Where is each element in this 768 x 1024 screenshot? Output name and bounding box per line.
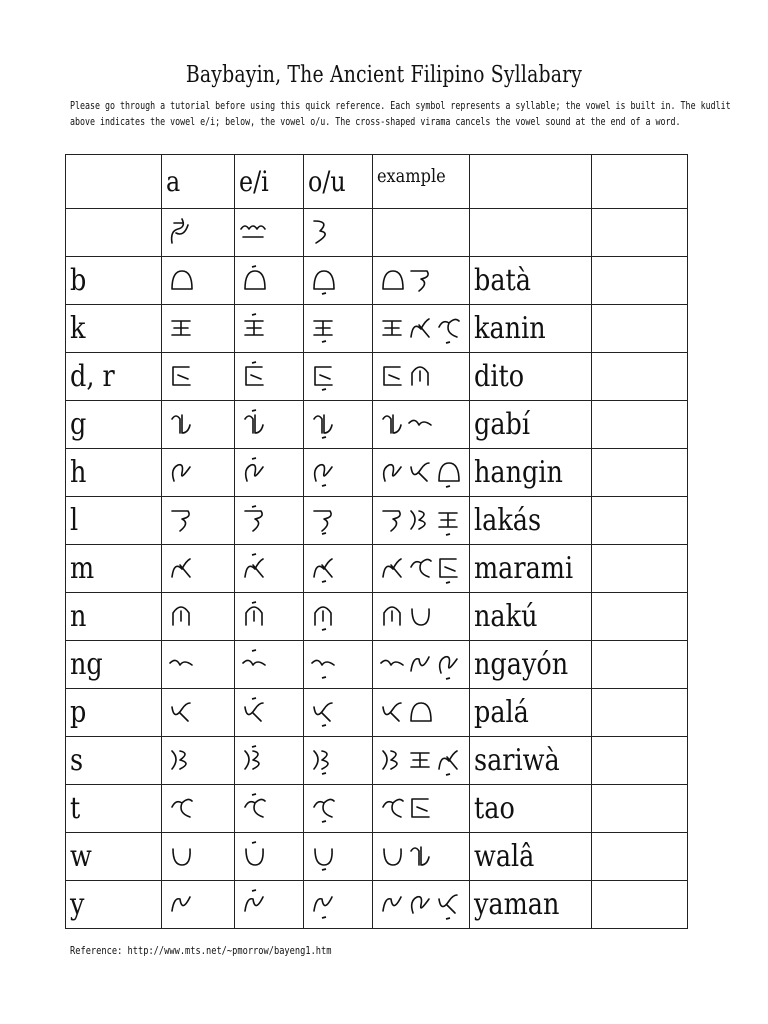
syllable-ei-symbol: [235, 593, 304, 641]
vowel-row-blank: [591, 209, 687, 257]
syllable-a-symbol: [162, 593, 235, 641]
consonant-label: d, r: [66, 353, 162, 401]
header-row: [66, 155, 688, 209]
example-baybayin: [373, 305, 470, 353]
syllable-a-symbol: [162, 401, 235, 449]
example-baybayin: [373, 641, 470, 689]
syllable-row: [66, 449, 688, 497]
syllable-a-symbol: [162, 881, 235, 929]
consonant-label: t: [66, 785, 162, 833]
syllable-a-symbol: [162, 641, 235, 689]
syllable-a-symbol: [162, 785, 235, 833]
example-baybayin: [373, 353, 470, 401]
syllable-row: [66, 593, 688, 641]
blank-cell: [591, 785, 687, 833]
syllable-ei-symbol: [235, 305, 304, 353]
vowel-ei-symbol: [235, 209, 304, 257]
syllable-ei-symbol: [235, 689, 304, 737]
intro-line: Please go through a tutorial before using this quick reference. Each symbol represents a syllable; the vowel is built in. The kudlit: [70, 100, 731, 112]
syllable-ei-symbol: [235, 497, 304, 545]
syllable-ei-symbol: [235, 401, 304, 449]
syllable-row: [66, 401, 688, 449]
syllable-row: [66, 641, 688, 689]
syllable-row: [66, 353, 688, 401]
header-vowel-ei: e/i: [235, 155, 304, 209]
syllable-ei-symbol: [235, 833, 304, 881]
syllable-a-symbol: [162, 737, 235, 785]
example-word: tao: [470, 785, 592, 833]
syllable-ou-symbol: [304, 353, 373, 401]
syllable-ei-symbol: [235, 881, 304, 929]
syllable-ei-symbol: [235, 545, 304, 593]
vowel-ou-symbol: [304, 209, 373, 257]
syllable-ei-symbol: [235, 257, 304, 305]
syllable-a-symbol: [162, 449, 235, 497]
consonant-label: m: [66, 545, 162, 593]
syllable-ou-symbol: [304, 641, 373, 689]
consonant-label: g: [66, 401, 162, 449]
page-title: Baybayin, The Ancient Filipino Syllabary: [185, 62, 583, 88]
syllabary-table: [65, 154, 688, 929]
header-vowel-ou: o/u: [304, 155, 373, 209]
syllable-row: [66, 545, 688, 593]
header-blank-cell: [470, 155, 592, 209]
blank-cell: [591, 401, 687, 449]
example-word: yaman: [470, 881, 592, 929]
syllable-a-symbol: [162, 833, 235, 881]
syllable-ou-symbol: [304, 401, 373, 449]
consonant-label: ng: [66, 641, 162, 689]
consonant-label: h: [66, 449, 162, 497]
example-word: palá: [470, 689, 592, 737]
example-word: walâ: [470, 833, 592, 881]
example-word: gabí: [470, 401, 592, 449]
syllable-ou-symbol: [304, 737, 373, 785]
blank-cell: [591, 449, 687, 497]
example-baybayin: [373, 833, 470, 881]
syllable-ou-symbol: [304, 449, 373, 497]
syllable-ei-symbol: [235, 353, 304, 401]
intro-line: above indicates the vowel e/i; below, the vowel o/u. The cross-shaped virama cancels the vowel sound at the end of a word.: [70, 116, 681, 128]
blank-cell: [591, 689, 687, 737]
syllable-a-symbol: [162, 305, 235, 353]
header-vowel-a: a: [162, 155, 235, 209]
syllable-row: [66, 497, 688, 545]
example-word: marami: [470, 545, 592, 593]
syllable-ei-symbol: [235, 737, 304, 785]
blank-cell: [591, 593, 687, 641]
consonant-label: l: [66, 497, 162, 545]
vowel-row: [66, 209, 688, 257]
example-baybayin: [373, 401, 470, 449]
blank-cell: [591, 305, 687, 353]
consonant-label: s: [66, 737, 162, 785]
example-baybayin: [373, 449, 470, 497]
example-baybayin: [373, 257, 470, 305]
example-baybayin: [373, 593, 470, 641]
syllable-ou-symbol: [304, 593, 373, 641]
syllable-ei-symbol: [235, 449, 304, 497]
consonant-label: w: [66, 833, 162, 881]
syllable-a-symbol: [162, 353, 235, 401]
blank-cell: [591, 497, 687, 545]
example-word: nakú: [470, 593, 592, 641]
example-word: ngayón: [470, 641, 592, 689]
example-baybayin: [373, 689, 470, 737]
example-word: sariwà: [470, 737, 592, 785]
example-baybayin: [373, 545, 470, 593]
blank-cell: [591, 881, 687, 929]
syllable-ou-symbol: [304, 785, 373, 833]
syllable-row: [66, 785, 688, 833]
example-baybayin: [373, 881, 470, 929]
syllable-ou-symbol: [304, 545, 373, 593]
header-blank-cell: [66, 155, 162, 209]
example-word: dito: [470, 353, 592, 401]
syllable-ou-symbol: [304, 497, 373, 545]
syllable-ou-symbol: [304, 689, 373, 737]
syllable-a-symbol: [162, 497, 235, 545]
example-word: lakás: [470, 497, 592, 545]
syllable-ei-symbol: [235, 785, 304, 833]
consonant-label: b: [66, 257, 162, 305]
example-baybayin: [373, 785, 470, 833]
syllable-row: [66, 881, 688, 929]
vowel-row-blank: [373, 209, 470, 257]
example-word: hangin: [470, 449, 592, 497]
example-baybayin: [373, 497, 470, 545]
blank-cell: [591, 257, 687, 305]
example-word: kanin: [470, 305, 592, 353]
syllable-row: [66, 257, 688, 305]
syllable-ou-symbol: [304, 881, 373, 929]
example-baybayin: [373, 737, 470, 785]
syllable-ei-symbol: [235, 641, 304, 689]
syllable-ou-symbol: [304, 305, 373, 353]
consonant-label: k: [66, 305, 162, 353]
vowel-row-blank: [470, 209, 592, 257]
consonant-label: n: [66, 593, 162, 641]
syllable-a-symbol: [162, 689, 235, 737]
syllable-ou-symbol: [304, 833, 373, 881]
header-example: example: [373, 155, 470, 209]
consonant-label: y: [66, 881, 162, 929]
blank-cell: [591, 353, 687, 401]
syllable-a-symbol: [162, 257, 235, 305]
vowel-row-blank: [66, 209, 162, 257]
vowel-a-symbol: [162, 209, 235, 257]
syllable-row: [66, 737, 688, 785]
reference-footer: Reference: http://www.mts.net/~pmorrow/bayeng1.htm: [70, 945, 332, 957]
blank-cell: [591, 737, 687, 785]
syllable-a-symbol: [162, 545, 235, 593]
blank-cell: [591, 545, 687, 593]
intro-paragraph: [70, 98, 731, 130]
blank-cell: [591, 641, 687, 689]
syllable-row: [66, 833, 688, 881]
syllable-ou-symbol: [304, 257, 373, 305]
syllable-row: [66, 305, 688, 353]
example-word: batà: [470, 257, 592, 305]
syllable-row: [66, 689, 688, 737]
consonant-label: p: [66, 689, 162, 737]
header-blank-cell: [591, 155, 687, 209]
blank-cell: [591, 833, 687, 881]
